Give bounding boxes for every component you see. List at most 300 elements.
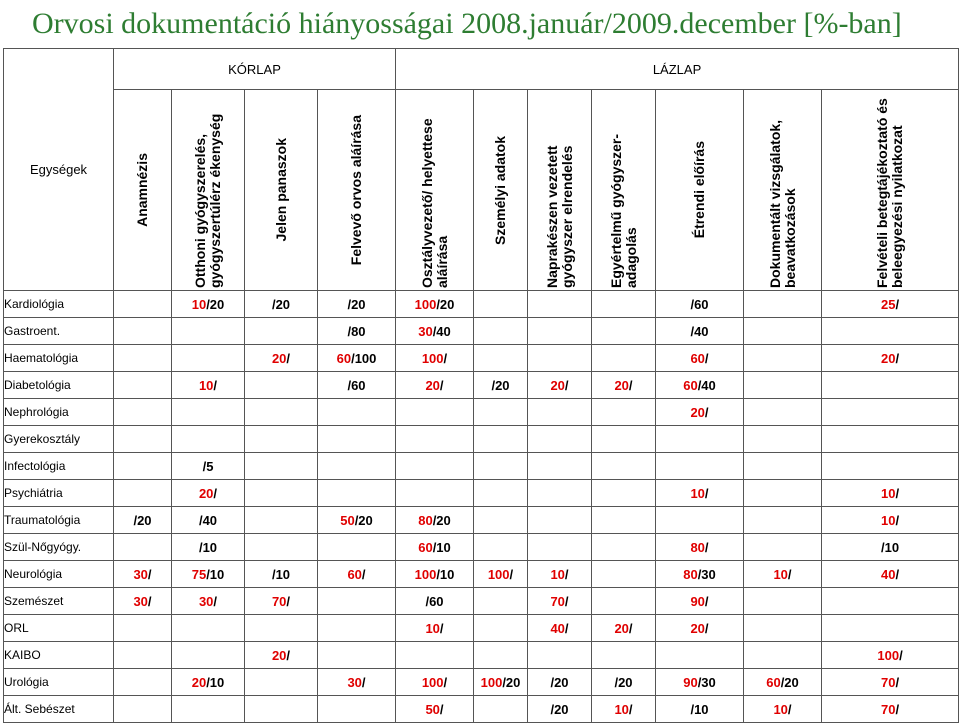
value-cell [245, 291, 318, 318]
value-cell [172, 588, 245, 615]
value-cell [528, 696, 592, 723]
value-cell [656, 642, 744, 669]
table-row [4, 426, 959, 453]
value-secondary: /20 [271, 296, 291, 312]
value-cell [114, 561, 172, 588]
value-cell [396, 615, 474, 642]
value-cell [656, 561, 744, 588]
value-cell [744, 453, 822, 480]
unit-label: KAIBO [4, 642, 114, 669]
value-cell [822, 480, 959, 507]
value-secondary: /20 [614, 674, 633, 690]
table-row [4, 345, 959, 372]
value-secondary: /20 [354, 512, 373, 528]
table-row [4, 669, 959, 696]
value-cell [474, 615, 528, 642]
value-secondary: /100 [351, 350, 377, 366]
value-cell [744, 534, 822, 561]
value-primary: 10 [773, 701, 788, 717]
value-cell [592, 669, 656, 696]
value-cell [114, 318, 172, 345]
value-cell [474, 426, 528, 453]
value-secondary: /20 [432, 512, 451, 528]
value-primary: 30 [133, 593, 148, 609]
table-row [4, 696, 959, 723]
value-secondary: / [564, 566, 569, 582]
column-header [592, 90, 656, 291]
value-cell [656, 318, 744, 345]
value-cell [656, 696, 744, 723]
unit-label: Kardiológia [4, 291, 114, 318]
group-korlap: KÓRLAP [114, 49, 396, 90]
value-cell [318, 480, 396, 507]
table-row [4, 318, 959, 345]
value-cell [822, 345, 959, 372]
value-cell [396, 291, 474, 318]
value-cell [396, 507, 474, 534]
value-secondary: / [147, 593, 152, 609]
value-cell [474, 561, 528, 588]
value-secondary: /20 [550, 701, 569, 717]
value-cell [245, 507, 318, 534]
value-primary: 20 [271, 350, 287, 366]
value-cell [592, 372, 656, 399]
column-header-label: Dokumentált vizsgálatok, beavatkozások [766, 119, 798, 288]
value-secondary: / [564, 620, 569, 636]
value-secondary: / [439, 701, 444, 717]
value-cell [396, 642, 474, 669]
value-primary: 20 [614, 377, 629, 393]
value-primary: 30 [198, 593, 214, 609]
value-primary: 80 [690, 539, 705, 555]
value-cell [528, 480, 592, 507]
value-cell [474, 453, 528, 480]
value-primary: 25 [881, 296, 896, 312]
value-secondary: /40 [690, 323, 709, 339]
value-cell [474, 696, 528, 723]
value-secondary: / [286, 350, 291, 366]
table-row [4, 642, 959, 669]
value-cell [172, 453, 245, 480]
unit-label: Neurológia [4, 561, 114, 588]
value-secondary: / [443, 350, 448, 366]
value-cell [318, 318, 396, 345]
column-header-label: Otthoni gyógyszerelés, gyógyszertúlérz ékenység [192, 113, 223, 288]
value-secondary: / [439, 620, 444, 636]
column-header [245, 90, 318, 291]
value-primary: 10 [550, 566, 565, 582]
row-header: Egységek [4, 49, 114, 291]
value-primary: 60 [690, 350, 705, 366]
value-secondary: / [704, 539, 709, 555]
value-secondary: /10 [206, 566, 225, 582]
value-cell [245, 669, 318, 696]
value-cell [245, 399, 318, 426]
value-cell [474, 399, 528, 426]
value-primary: 40 [881, 566, 896, 582]
value-secondary: / [899, 647, 903, 663]
value-cell [245, 696, 318, 723]
table-row [4, 372, 959, 399]
value-primary: 20 [425, 377, 440, 393]
value-primary: 60 [766, 674, 781, 690]
value-cell [396, 561, 474, 588]
value-secondary: /10 [206, 674, 225, 690]
column-header-label: Felvevő orvos aláírása [348, 114, 364, 266]
group-lazlap: LÁZLAP [396, 49, 959, 90]
value-cell [474, 669, 528, 696]
value-primary: 10 [191, 296, 207, 312]
value-cell [744, 291, 822, 318]
value-cell [396, 588, 474, 615]
value-cell [318, 345, 396, 372]
value-cell [822, 426, 959, 453]
value-cell [744, 615, 822, 642]
value-cell [822, 372, 959, 399]
value-cell [245, 372, 318, 399]
value-cell [114, 534, 172, 561]
value-secondary: /60 [425, 593, 444, 609]
value-cell [172, 669, 245, 696]
value-cell [528, 669, 592, 696]
value-secondary: /20 [550, 674, 569, 690]
value-cell [822, 318, 959, 345]
value-cell [656, 480, 744, 507]
value-cell [656, 507, 744, 534]
value-primary: 20 [690, 620, 705, 636]
value-cell [656, 372, 744, 399]
column-header [822, 90, 959, 291]
value-primary: 20 [881, 350, 896, 366]
value-cell [318, 696, 396, 723]
value-cell [528, 453, 592, 480]
value-secondary: / [361, 674, 366, 690]
value-primary: 10 [881, 485, 896, 501]
value-cell [474, 588, 528, 615]
value-cell [528, 588, 592, 615]
column-header-label: Étrendi előírás [691, 141, 707, 239]
value-cell [318, 642, 396, 669]
value-cell [656, 615, 744, 642]
value-primary: 100 [414, 296, 437, 312]
value-cell [474, 345, 528, 372]
page-title: Orvosi dokumentáció hiányosságai 2008.január/2009.december [%-ban] [32, 7, 902, 40]
value-primary: 40 [550, 620, 565, 636]
value-cell [245, 615, 318, 642]
value-cell [396, 345, 474, 372]
value-cell [744, 399, 822, 426]
value-cell [114, 372, 172, 399]
value-cell [172, 372, 245, 399]
column-header [172, 90, 245, 291]
value-secondary: /10 [690, 701, 709, 717]
value-cell [822, 642, 959, 669]
value-secondary: / [628, 620, 633, 636]
value-primary: 30 [133, 566, 148, 582]
value-cell [744, 345, 822, 372]
value-cell [656, 399, 744, 426]
value-primary: 10 [614, 701, 629, 717]
value-secondary: /60 [347, 377, 366, 393]
value-primary: 100 [414, 566, 437, 582]
value-secondary: /40 [697, 377, 716, 393]
value-cell [656, 453, 744, 480]
value-secondary: / [787, 566, 792, 582]
value-primary: 10 [425, 620, 440, 636]
value-primary: 30 [347, 674, 362, 690]
value-cell [245, 426, 318, 453]
value-cell [396, 318, 474, 345]
value-cell [318, 507, 396, 534]
value-secondary: /20 [347, 296, 366, 312]
value-cell [318, 561, 396, 588]
value-secondary: /40 [198, 512, 218, 528]
value-primary: 70 [550, 593, 565, 609]
value-secondary: /10 [198, 539, 218, 555]
value-cell [245, 345, 318, 372]
value-secondary: / [147, 566, 152, 582]
value-primary: 80 [683, 566, 698, 582]
table-row [4, 291, 959, 318]
value-cell [592, 399, 656, 426]
unit-label: Infectológia [4, 453, 114, 480]
value-cell [318, 291, 396, 318]
value-secondary: / [443, 674, 448, 690]
value-cell [172, 642, 245, 669]
value-cell [114, 696, 172, 723]
value-cell [656, 426, 744, 453]
unit-label: Szemészet [4, 588, 114, 615]
value-secondary: / [787, 701, 792, 717]
column-header [318, 90, 396, 291]
value-cell [318, 399, 396, 426]
value-cell [474, 507, 528, 534]
value-cell [744, 507, 822, 534]
value-cell [528, 642, 592, 669]
value-cell [592, 318, 656, 345]
value-primary: 10 [881, 512, 896, 528]
column-header [656, 90, 744, 291]
value-secondary: /40 [432, 323, 451, 339]
value-cell [114, 615, 172, 642]
unit-label: Haematológia [4, 345, 114, 372]
value-cell [114, 588, 172, 615]
value-primary: 20 [550, 377, 565, 393]
value-cell [528, 426, 592, 453]
value-cell [245, 588, 318, 615]
value-cell [114, 669, 172, 696]
value-cell [822, 399, 959, 426]
value-cell [744, 669, 822, 696]
value-cell [172, 291, 245, 318]
value-secondary: /10 [432, 539, 451, 555]
value-cell [822, 615, 959, 642]
value-cell [592, 534, 656, 561]
value-primary: 20 [198, 485, 214, 501]
column-header-label: Osztályvezető/ helyettese aláírása [418, 118, 450, 288]
unit-label: Ált. Sebészet [4, 696, 114, 723]
value-cell [528, 534, 592, 561]
value-cell [245, 480, 318, 507]
value-primary: 10 [198, 377, 214, 393]
value-cell [114, 426, 172, 453]
value-cell [172, 480, 245, 507]
value-primary: 100 [421, 674, 444, 690]
value-cell [396, 669, 474, 696]
value-primary: 20 [191, 674, 207, 690]
value-cell [396, 534, 474, 561]
value-secondary: / [286, 593, 291, 609]
value-secondary: /20 [780, 674, 799, 690]
value-secondary: / [895, 485, 900, 501]
value-cell [528, 291, 592, 318]
column-header [396, 90, 474, 291]
value-cell [396, 480, 474, 507]
column-header [474, 90, 528, 291]
value-cell [744, 480, 822, 507]
value-cell [528, 345, 592, 372]
value-primary: 60 [683, 377, 698, 393]
value-secondary: / [704, 593, 709, 609]
value-cell [474, 480, 528, 507]
value-cell [114, 507, 172, 534]
value-cell [744, 561, 822, 588]
table-row [4, 588, 959, 615]
value-secondary: / [895, 674, 900, 690]
value-secondary: /20 [206, 296, 225, 312]
value-secondary: / [213, 377, 218, 393]
value-primary: 100 [480, 674, 503, 690]
column-header-label: Felvételi betegtájékoztató és beleegyezési nyilatkozat [874, 98, 906, 288]
value-primary: 70 [881, 701, 896, 717]
value-cell [656, 291, 744, 318]
value-cell [172, 615, 245, 642]
unit-label: Gyerekosztály [4, 426, 114, 453]
value-cell [318, 426, 396, 453]
value-secondary: / [439, 377, 444, 393]
value-cell [592, 588, 656, 615]
value-cell [396, 372, 474, 399]
value-cell [592, 291, 656, 318]
value-secondary: /60 [690, 296, 709, 312]
value-secondary: /10 [881, 539, 900, 555]
value-cell [656, 669, 744, 696]
value-cell [114, 399, 172, 426]
value-secondary: / [213, 485, 218, 501]
unit-label: Psychiátria [4, 480, 114, 507]
value-cell [114, 480, 172, 507]
value-primary: 100 [877, 647, 900, 663]
value-cell [245, 534, 318, 561]
value-secondary: / [628, 701, 633, 717]
value-cell [172, 399, 245, 426]
value-cell [528, 318, 592, 345]
unit-label: Traumatológia [4, 507, 114, 534]
value-secondary: / [704, 485, 709, 501]
column-header [744, 90, 822, 291]
value-cell [592, 426, 656, 453]
value-secondary: / [509, 566, 514, 582]
value-cell [245, 642, 318, 669]
value-secondary: /10 [271, 566, 291, 582]
value-cell [528, 399, 592, 426]
column-header [114, 90, 172, 291]
value-secondary: / [213, 593, 218, 609]
value-primary: 90 [690, 593, 705, 609]
value-cell [822, 291, 959, 318]
value-cell [822, 534, 959, 561]
column-header-label: Egyértelmű gyógyszer- adagolás [607, 133, 639, 288]
value-cell [245, 453, 318, 480]
value-primary: 10 [773, 566, 788, 582]
value-secondary: / [895, 512, 900, 528]
value-cell [172, 507, 245, 534]
unit-label: Diabetológia [4, 372, 114, 399]
value-primary: 70 [881, 674, 896, 690]
unit-label: ORL [4, 615, 114, 642]
unit-label: Nephrológia [4, 399, 114, 426]
value-primary: 75 [191, 566, 207, 582]
value-cell [822, 561, 959, 588]
value-primary: 20 [614, 620, 629, 636]
column-header-label: Anamnézis [134, 153, 150, 227]
value-secondary: / [895, 350, 900, 366]
value-cell [114, 291, 172, 318]
value-cell [744, 426, 822, 453]
value-cell [744, 588, 822, 615]
column-header-label: Jelen panaszok [272, 138, 289, 242]
value-primary: 10 [690, 485, 705, 501]
value-cell [592, 696, 656, 723]
value-cell [396, 696, 474, 723]
value-cell [318, 588, 396, 615]
value-secondary: /80 [347, 323, 366, 339]
value-cell [592, 453, 656, 480]
table-row [4, 561, 959, 588]
value-secondary: / [564, 377, 569, 393]
value-cell [592, 615, 656, 642]
value-cell [744, 696, 822, 723]
value-cell [744, 642, 822, 669]
value-cell [592, 345, 656, 372]
value-cell [318, 453, 396, 480]
value-cell [822, 669, 959, 696]
value-cell [396, 399, 474, 426]
value-cell [114, 453, 172, 480]
value-cell [474, 372, 528, 399]
value-cell [245, 318, 318, 345]
value-secondary: /5 [202, 458, 214, 474]
value-cell [592, 561, 656, 588]
table-row [4, 534, 959, 561]
value-cell [528, 507, 592, 534]
value-cell [396, 426, 474, 453]
value-primary: 50 [425, 701, 440, 717]
value-primary: 30 [418, 323, 433, 339]
unit-label: Urológia [4, 669, 114, 696]
deficiency-table [3, 48, 959, 723]
value-secondary: / [564, 593, 569, 609]
value-secondary: / [895, 701, 900, 717]
column-header [528, 90, 592, 291]
column-header-label: Naprakészen vezetett gyógyszer elrendelés [543, 145, 575, 288]
table-row [4, 615, 959, 642]
value-cell [114, 345, 172, 372]
value-cell [318, 615, 396, 642]
value-secondary: /20 [436, 296, 455, 312]
unit-label: Gastroent. [4, 318, 114, 345]
value-secondary: /10 [436, 566, 455, 582]
